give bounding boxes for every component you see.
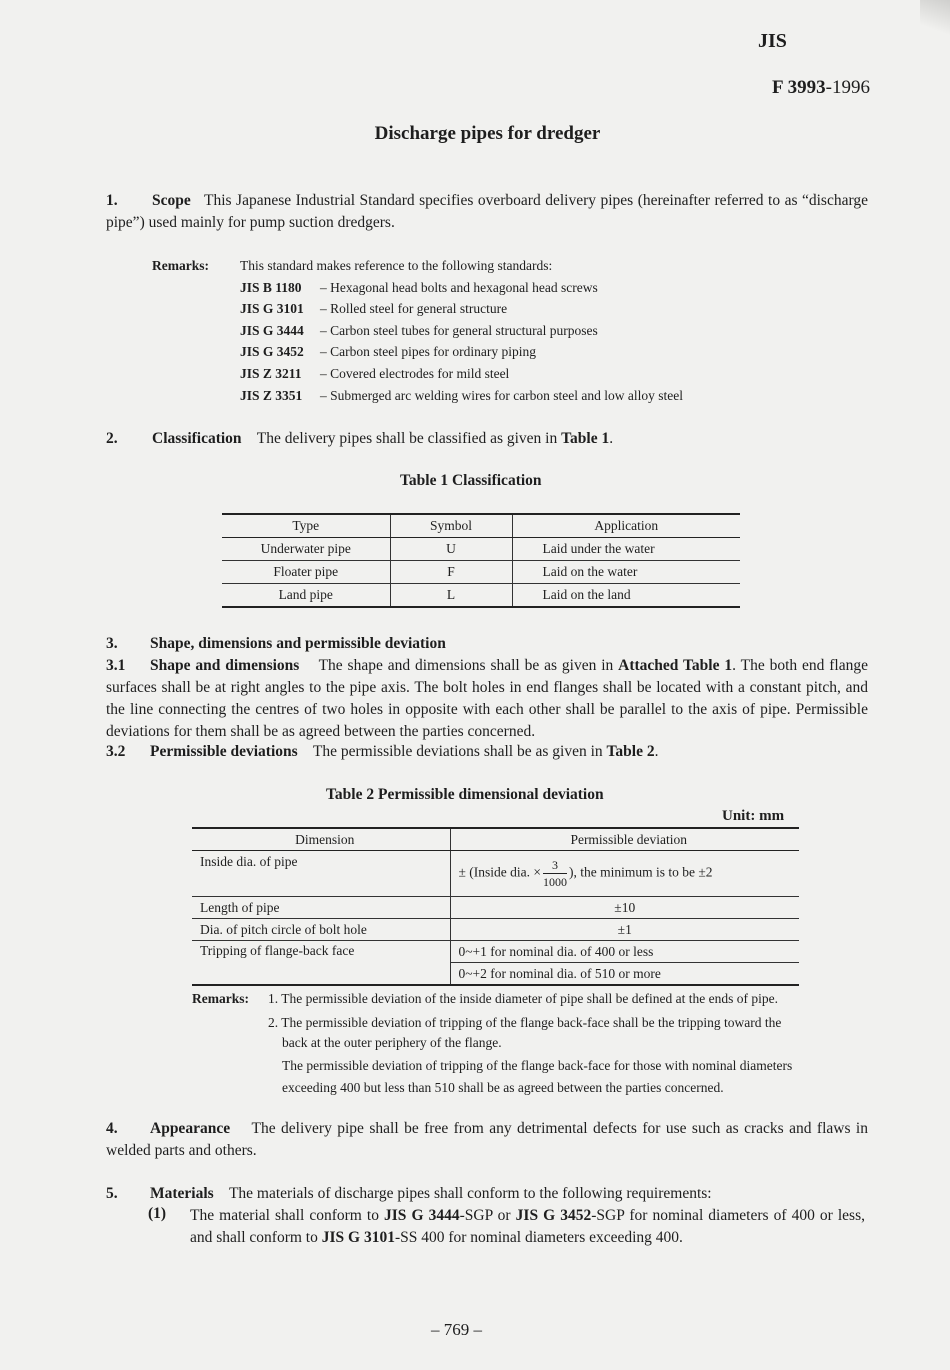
section-title: Shape, dimensions and permissible deviation xyxy=(150,635,446,652)
remark-item: The permissible deviation of tripping of the flange back-face for those with nominal diameters xyxy=(282,1058,793,1073)
classification-table xyxy=(222,513,740,608)
section-title: Permissible deviations xyxy=(150,743,298,760)
remarks-label: Remarks: xyxy=(192,991,249,1006)
section-number: 5. xyxy=(106,1185,118,1202)
table-row xyxy=(222,561,740,584)
deviation-table xyxy=(192,827,799,986)
table-cell: Land pipe xyxy=(222,584,390,608)
col-header: Application xyxy=(512,514,740,538)
list-marker: (1) xyxy=(148,1205,167,1222)
section-title: Shape and dimensions xyxy=(150,657,300,674)
section-number: 4. xyxy=(106,1120,118,1137)
table-cell: F xyxy=(390,561,512,584)
section-number: 3. xyxy=(106,635,118,652)
section-title: Classification xyxy=(152,430,242,447)
section-title: Scope xyxy=(152,192,191,209)
table-cell: Length of pipe xyxy=(192,897,450,919)
table-header-row xyxy=(222,514,740,538)
section-title: Materials xyxy=(150,1185,214,1202)
table-row xyxy=(192,941,799,963)
section-scope xyxy=(106,190,868,234)
fraction: $\frac{3}{1000}$ xyxy=(543,858,568,889)
page-number: – 769 – xyxy=(431,1320,482,1339)
table-cell: 0~+1 for nominal dia. of 400 or less xyxy=(450,941,799,963)
referenced-standard: JIS Z 3351 – Submerged arc welding wires for carbon steel and low alloy steel xyxy=(240,388,684,403)
table-cell: Underwater pipe xyxy=(222,538,390,561)
section-number: 3.1 xyxy=(106,657,126,674)
section-shape-dimensions xyxy=(106,633,868,655)
section-materials: 5. Materials The materials of discharge pipes shall conform to the following requirements: xyxy=(106,1183,868,1205)
standard-code: F 3993 xyxy=(772,77,826,98)
remark-item: back at the outer periphery of the flange. xyxy=(282,1035,502,1050)
referenced-standard: JIS Z 3211 – Covered electrodes for mild steel xyxy=(240,366,510,381)
col-header: Symbol xyxy=(390,514,512,538)
remark-item: exceeding 400 but less than 510 shall be as agreed between the parties concerned. xyxy=(282,1080,724,1095)
section-number: 2. xyxy=(106,430,118,447)
table-row xyxy=(192,897,799,919)
table-cell: 0~+2 for nominal dia. of 510 or more xyxy=(458,965,661,981)
section-number: 3.2 xyxy=(106,743,126,760)
referenced-standard: JIS B 1180 – Hexagonal head bolts and hexagonal head screws xyxy=(240,280,598,295)
section-appearance: 4. Appearance The delivery pipe shall be free from any detrimental defects for use such as cracks and flaws in welded parts and others. xyxy=(106,1120,868,1159)
header-jis: JIS xyxy=(758,30,787,52)
subsection-deviations: 3.2 Permissible deviations The permissible deviations shall be as given in Table 2. xyxy=(106,741,868,763)
subsection-shape: 3.1 Shape and dimensions The shape and dimensions shall be as given in Attached Table 1. The both end flange surfaces shall be at right angles to the pipe axis. The bolt holes in end flanges shall be located with a constant pitch, and the line connecting the centres of two holes in opposite with each other shall be parallel to the axis of pipe. Permissible deviations for them shall be as agreed between the parties concerned. xyxy=(106,657,868,740)
table-cell: L xyxy=(390,584,512,608)
table-row xyxy=(222,538,740,561)
referenced-standard: JIS G 3101 – Rolled steel for general structure xyxy=(240,301,508,316)
section-text: This Japanese Industrial Standard specifies overboard delivery pipes (hereinafter referred to as “discharge pipe”) used mainly for pump suction dredgers. xyxy=(106,192,868,231)
section-title: Appearance xyxy=(150,1120,231,1137)
header-standard-number xyxy=(772,77,870,99)
page-curl xyxy=(920,0,950,40)
referenced-standard: JIS G 3444 – Carbon steel tubes for general structural purposes xyxy=(240,323,598,338)
table-reference: Table 1 xyxy=(561,430,610,447)
table-cell: Laid on the land xyxy=(542,587,631,602)
table-reference: Attached Table 1 xyxy=(618,657,733,674)
table-cell: Laid under the water xyxy=(512,538,740,561)
table1-caption: Table 1 Classification xyxy=(400,472,542,489)
table2-caption: Table 2 Permissible dimensional deviation xyxy=(326,786,604,803)
table-cell: U xyxy=(390,538,512,561)
materials-item-1: The material shall conform to JIS G 3444-SGP or JIS G 3452-SGP for nominal diameters of 400 or less, and shall conform to JIS G 3101-SS 400 for nominal diameters exceeding 400. xyxy=(190,1207,865,1246)
table-reference: Table 2 xyxy=(606,743,655,760)
table-cell: Laid on the water xyxy=(512,561,740,584)
table2-unit: Unit: mm xyxy=(722,808,785,824)
section-classification: 2. Classification The delivery pipes shall be classified as given in Table 1. xyxy=(106,428,868,450)
col-header: Permissible deviation xyxy=(450,828,799,851)
col-header: Type xyxy=(222,514,390,538)
standard-year: -1996 xyxy=(825,77,870,98)
table-row xyxy=(222,584,740,608)
table-cell: ± (Inside dia. × $\frac{3}{1000}$ ), the minimum is to be ±2 xyxy=(450,851,799,897)
table-cell: Floater pipe xyxy=(222,561,390,584)
referenced-standard: JIS G 3452 – Carbon steel pipes for ordinary piping xyxy=(240,344,536,359)
remark-item: 1. The permissible deviation of the inside diameter of pipe shall be defined at the ends of pipe. xyxy=(268,991,778,1006)
table-cell: Inside dia. of pipe xyxy=(192,851,450,897)
remarks-label: Remarks: xyxy=(152,258,209,273)
table-cell: ±1 xyxy=(450,919,799,941)
table-row xyxy=(192,851,799,897)
col-header: Dimension xyxy=(192,828,450,851)
table-header-row xyxy=(192,828,799,851)
table-row xyxy=(192,919,799,941)
table-cell: Dia. of pitch circle of bolt hole xyxy=(192,919,450,941)
page-title: Discharge pipes for dredger xyxy=(374,123,601,144)
remark-item: 2. The permissible deviation of tripping of the flange back-face shall be the tripping toward the xyxy=(268,1015,782,1030)
remarks-intro: This standard makes reference to the following standards: xyxy=(240,258,553,273)
section-number: 1. xyxy=(106,192,118,209)
table-cell: Tripping of flange-back face xyxy=(192,941,450,986)
table-cell: ±10 xyxy=(450,897,799,919)
